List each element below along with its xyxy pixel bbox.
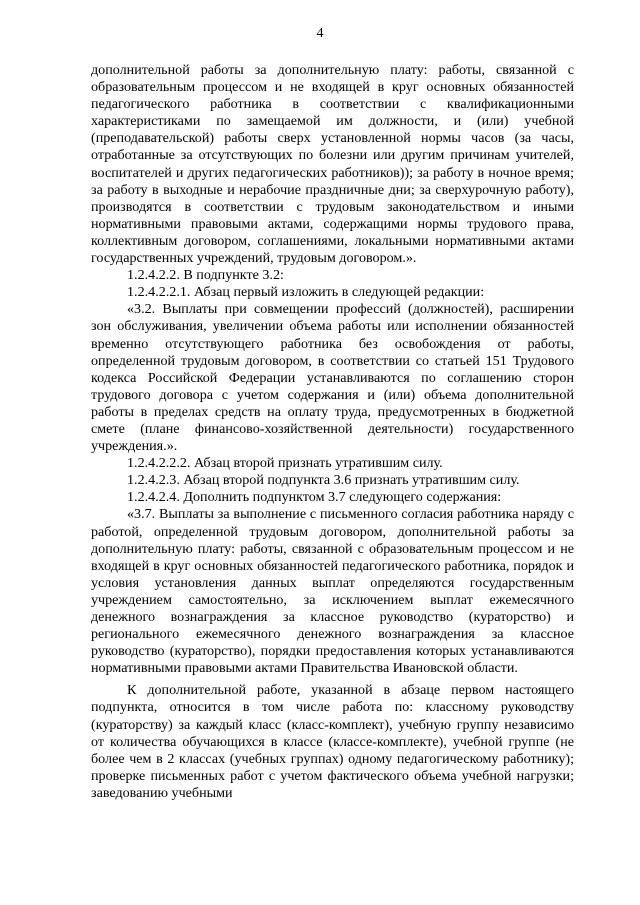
page-number: 4 xyxy=(316,26,324,41)
paragraph-additional-work: К дополнительной работе, указанной в абзаце первом настоящего подпункта, относится в том числе работа по: классному руководству (кураторству) за каждый класс (класс-комплект), учебную группу независимо от количества обучающихся в классе (классе-комплекте), учебной группе (не более чем в 2 классах (учебных группах) одному педагогическому работнику); проверке письменных работ с учетом фактического объема учебной нагрузки; заведованию учебными xyxy=(91,682,574,801)
paragraph-subclause-1-2-4-2-4: 1.2.4.2.4. Дополнить подпунктом 3.7 следующего содержания: xyxy=(127,489,502,506)
paragraph-subclause-1-2-4-2-2: 1.2.4.2.2. В подпункте 3.2: xyxy=(127,267,284,284)
paragraph-subclause-1-2-4-2-2-2: 1.2.4.2.2.2. Абзац второй признать утратившим силу. xyxy=(127,455,443,472)
paragraph-clause-3-7-text: «3.7. Выплаты за выполнение с письменного согласия работника наряду с работой, определенной трудовым договором, дополнительной работы за дополнительную плату: работы, связанной с образовательным процессом и не входящей в круг основных обязанностей педагогического работника, порядок и условия установления данных выплат определяются государственным учреждением самостоятельно, за исключением выплат ежемесячного денежного вознаграждения за классное руководство (кураторство) и регионального ежемесячного денежного вознаграждения за классное руководство (кураторство), порядки предоставления которых устанавливаются нормативными правовыми актами Правительства Ивановской области. xyxy=(91,506,574,677)
paragraph-subclause-1-2-4-2-3: 1.2.4.2.3. Абзац второй подпункта 3.6 признать утратившим силу. xyxy=(127,472,520,489)
paragraph-clause-3-2-text: «3.2. Выплаты при совмещении профессий (должностей), расширении зон обслуживания, увеличении объема работы или исполнении обязанностей временно отсутствующего работника без освобождения от работы, определенной трудовым договором, в соответствии со статьей 151 Трудового кодекса Российской Федерации устанавливаются по соглашению сторон трудового договора с учетом содержания и (или) объема дополнительной работы в пределах средств на оплату труда, предусмотренных в бюджетной смете (плане финансово-хозяйственной деятельности) государственного учреждения.». xyxy=(91,301,574,455)
paragraph-continuation: дополнительной работы за дополнительную плату: работы, связанной с образовательным процессом и не входящей в круг основных обязанностей педагогического работника в соответствии с квалификационными характеристиками по замещаемой им должности, и (или) учебной (преподавательской) работы сверх установленной нормы часов (за часы, отработанные за отсутствующих по болезни или другим причинам учителей, воспитателей и других педагогических работников)); за работу в ночное время; за работу в выходные и нерабочие праздничные дни; за сверхурочную работу), производятся в соответствии с трудовым законодательством и иными нормативными правовыми актами, содержащими нормы трудового права, коллективным договором, соглашениями, локальными нормативными актами государственных учреждений, трудовым договором.». xyxy=(91,62,574,267)
paragraph-subclause-1-2-4-2-2-1: 1.2.4.2.2.1. Абзац первый изложить в следующей редакции: xyxy=(127,284,485,301)
document-body xyxy=(91,62,574,802)
